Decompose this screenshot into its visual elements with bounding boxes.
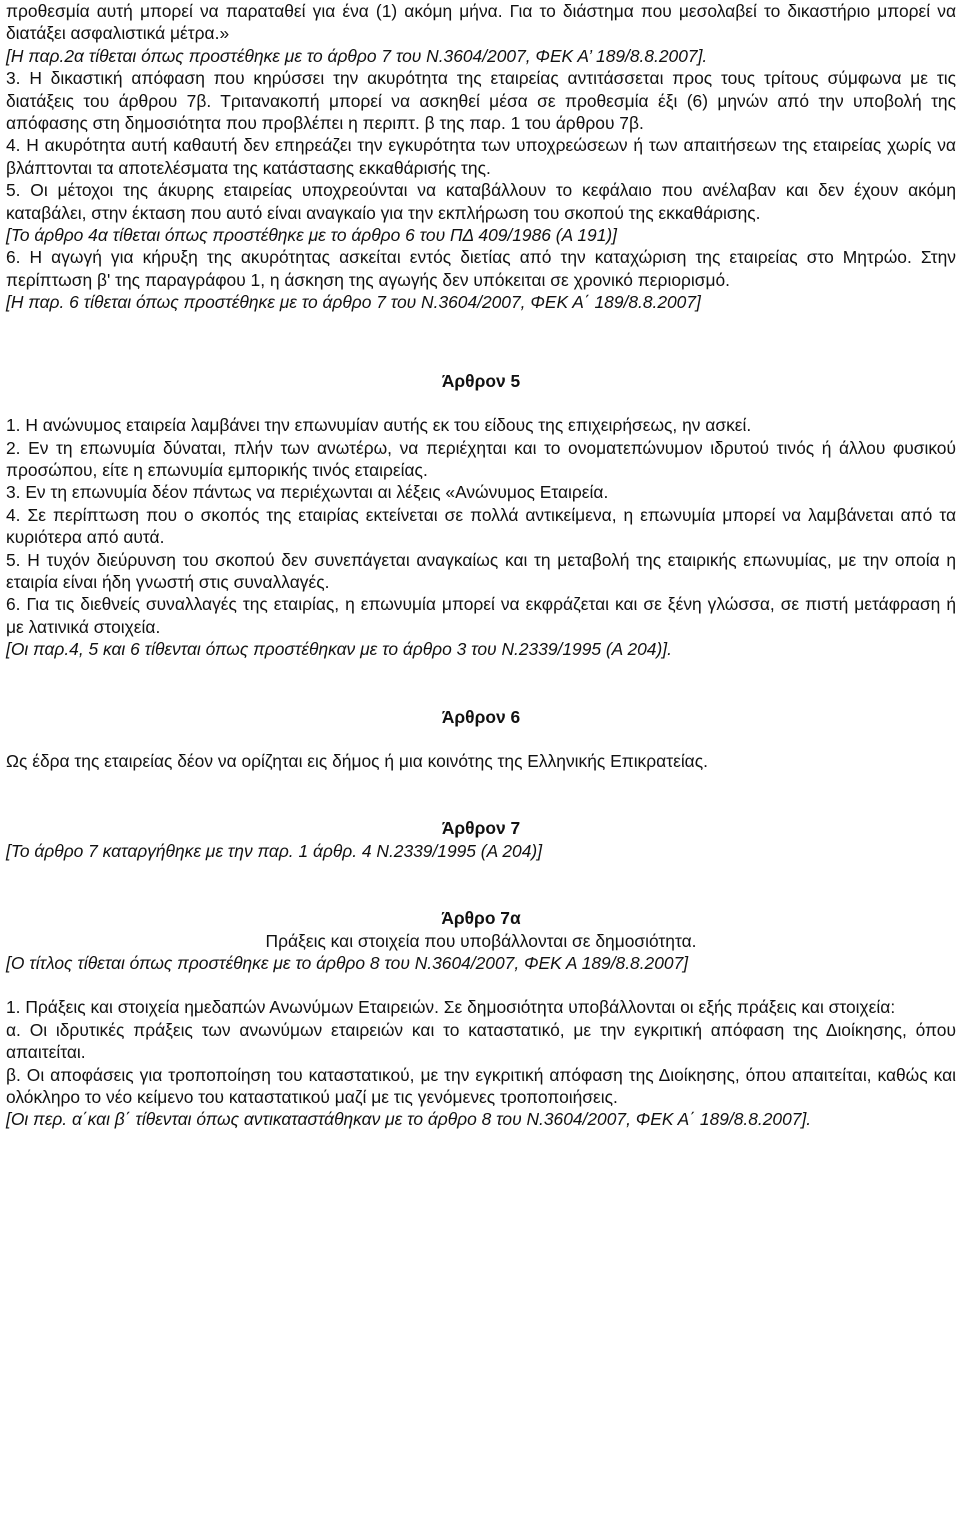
paragraph: 5. Η τυχόν διεύρυνση του σκοπού δεν συνεπάγεται αναγκαίως και τη μεταβολή της εταιρικής επωνυμίας, με την οποία η εταιρία είναι ήδη γνωστή στις συναλλαγές. — [6, 549, 956, 592]
amendment-note: [Η παρ.2α τίθεται όπως προστέθηκε με το άρθρο 7 του Ν.3604/2007, ΦΕΚ Α’ 189/8.8.2007]. — [6, 45, 708, 66]
paragraph: α. Οι ιδρυτικές πράξεις των ανωνύμων εταιρειών και το καταστατικό, με την εγκριτική απόφαση της Διοίκησης, όπου απαιτείται. — [6, 1019, 956, 1063]
paragraph: Ως έδρα της εταιρείας δέον να ορίζηται εις δήμος ή μια κοινότης της Ελληνικής Επικρατείας. — [6, 750, 708, 771]
paragraph: 2. Εν τη επωνυμία δύναται, πλήν των ανωτέρω, να περιέχηται και το ονοματεπώνυμον ιδρυτού τινός ή άλλου φυσικού προσώπου, είτε η επωνυμία εμπορικής τινός εταιρείας. — [6, 437, 956, 480]
paragraph: 5. Οι μέτοχοι της άκυρης εταιρείας υποχρεούνται να καταβάλλουν το κεφάλαιο που ανέλαβαν και δεν έχουν ακόμη καταβάλει, στην έκταση που αυτό είναι αναγκαίο για την εκπλήρωση του σκοπού της εκκαθάρισης. — [6, 180, 956, 223]
paragraph: β. Οι αποφάσεις για τροποποίηση του καταστατικού, με την εγκριτική απόφαση της Διοίκησης, όπου απαιτείται, καθώς και ολόκληρο το νέο κείμενο του καταστατικού μαζί με τις γενόμενες τροποποιήσεις. — [6, 1064, 956, 1108]
amendment-note: [Το άρθρο 4α τίθεται όπως προστέθηκε με το άρθρο 6 του ΠΔ 409/1986 (Α 191)] — [6, 225, 617, 246]
article-subtitle: Πράξεις και στοιχεία που υποβάλλονται σε δημοσιότητα. — [265, 930, 697, 951]
article-heading: Άρθρο 7α — [441, 908, 521, 929]
amendment-note: [Η παρ. 6 τίθεται όπως προστέθηκε με το άρθρο 7 του Ν.3604/2007, ΦΕΚ Α΄ 189/8.8.2007] — [6, 292, 701, 313]
amendment-note: [Το άρθρο 7 καταργήθηκε με την παρ. 1 άρθρ. 4 Ν.2339/1995 (Α 204)] — [6, 840, 543, 861]
article-heading: Άρθρον 5 — [441, 370, 521, 391]
amendment-note: [Οι παρ.4, 5 και 6 τίθενται όπως προστέθηκαν με το άρθρο 3 του Ν.2339/1995 (Α 204)]. — [6, 639, 672, 660]
article-heading: Άρθρον 7 — [441, 818, 521, 839]
paragraph: 4. Σε περίπτωση που ο σκοπός της εταιρίας εκτείνεται σε πολλά αντικείμενα, η επωνυμία μπορεί να λαμβάνεται από τα κυριότερα από αυτά. — [6, 504, 956, 548]
article-heading: Άρθρον 6 — [441, 706, 521, 727]
paragraph: 3. Εν τη επωνυμία δέον πάντως να περιέχωνται αι λέξεις «Ανώνυμος Εταιρεία. — [6, 482, 609, 503]
paragraph: προθεσμία αυτή μπορεί να παραταθεί για ένα (1) ακόμη μήνα. Για το διάστημα που μεσολαβεί το δικαστήριο μπορεί να διατάξει ασφαλιστικά μέτρα.» — [6, 1, 956, 44]
paragraph: 1. Η ανώνυμος εταιρεία λαμβάνει την επωνυμίαν αυτής εκ του είδους της επιχειρήσεως, ην ασκεί. — [6, 415, 752, 436]
paragraph: 4. Η ακυρότητα αυτή καθαυτή δεν επηρεάζει την εγκυρότητα των υποχρεώσεων ή των απαιτήσεων της εταιρείας χωρίς να βλάπτονται τα αποτελέσματα της κατάστασης εκκαθάρισής της. — [6, 135, 956, 178]
paragraph: 3. Η δικαστική απόφαση που κηρύσσει την ακυρότητα της εταιρείας αντιτάσσεται προς τους τρίτους σύμφωνα με τις διατάξεις του άρθρου 7β. Τριτανακοπή μπορεί να ασκηθεί μέσα σε προθεσμία έξι (6) μηνών από την υποβολή της απόφασης στη δημοσιότητα που προβλέπει η περιπτ. β της παρ. 1 του άρθρου 7β. — [6, 68, 956, 134]
document-page — [6, 0, 956, 1131]
paragraph: 1. Πράξεις και στοιχεία ημεδαπών Ανωνύμων Εταιρειών. Σε δημοσιότητα υποβάλλονται οι εξής πράξεις και στοιχεία: — [6, 997, 896, 1018]
amendment-note: [Οι περ. α΄και β΄ τίθενται όπως αντικαταστάθηκαν με το άρθρο 8 του Ν.3604/2007, ΦΕΚ Α΄ 189/8.8.2007]. — [6, 1109, 812, 1130]
amendment-note: [Ο τίτλος τίθεται όπως προστέθηκε με το άρθρο 8 του Ν.3604/2007, ΦΕΚ Α 189/8.8.2007] — [6, 953, 689, 973]
paragraph: 6. Για τις διεθνείς συναλλαγές της εταιρίας, η επωνυμία μπορεί να εκφράζεται και σε ξένη γλώσσα, σε πιστή μετάφραση ή με λατινικά στοιχεία. — [6, 594, 956, 637]
paragraph: 6. Η αγωγή για κήρυξη της ακυρότητας ασκείται εντός διετίας από την καταχώριση της εταιρείας στο Μητρώο. Στην περίπτωση β' της παραγράφου 1, η άσκηση της αγωγής δεν υπόκειται σε χρονικό περιορισμό. — [6, 247, 956, 290]
